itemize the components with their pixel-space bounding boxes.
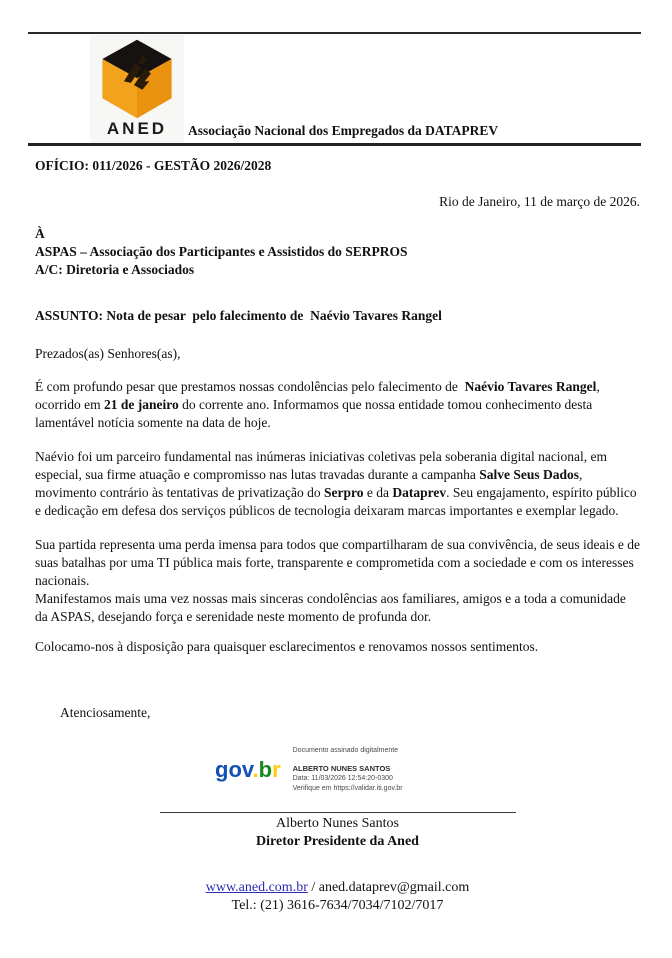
salutation: Prezados(as) Senhores(as), [35, 346, 181, 361]
digital-signature-stamp [215, 746, 640, 794]
letter-body [0, 157, 672, 915]
stamp-verify-url: Verifique em https://validar.iti.gov.br [292, 785, 403, 792]
stamp-signer-name: ALBERTO NUNES SANTOS [292, 764, 391, 773]
subject-line: ASSUNTO: Nota de pesar pelo falecimento de Naévio Tavares Rangel [35, 308, 442, 323]
paragraph-3: Sua partida representa uma perda imensa para todos que compartilharam de sua convivência, de seus ideais e de suas batalhas por uma TI pública mais forte, transparente e comprometida com a sociedade e com os interesses nacionais. [35, 537, 644, 588]
footer-phone-line: Tel.: (21) 3616-7634/7034/7102/7017 [231, 898, 444, 913]
website-link[interactable]: www.aned.com.br [205, 880, 308, 895]
paragraph-2: Naévio foi um parceiro fundamental nas inúmeras iniciativas coletivas pela soberania digital nacional, em especial, sua firme atuação e compromisso nas lutas travadas durante a campanha Salve Seus Dados, movimento contrário às tentativas de privatização do Serpro e da Dataprev. Seu engajamento, espírito público e dedicação em defesa dos serviços públicos de tecnologia deixaram marcas importantes e exemplar legado. [35, 449, 640, 518]
top-rule [28, 32, 641, 34]
closing-word: Atenciosamente, [60, 705, 151, 720]
footer-separator: / [307, 880, 319, 895]
govbr-logo: gov.br [215, 757, 281, 782]
signer-full-name: Alberto Nunes Santos [276, 816, 399, 831]
aned-logo-text: ANED [106, 119, 168, 138]
signature-rule [160, 812, 516, 813]
letter-footer [35, 879, 640, 915]
header-rule [28, 143, 641, 146]
recipient-org: ASPAS – Associação dos Participantes e Assistidos do SERPROS [35, 244, 408, 259]
signer-role: Diretor Presidente da Aned [256, 834, 419, 849]
stamp-date: Data: 11/03/2026 12:54:20-0300 [292, 775, 393, 782]
paragraph-1: É com profundo pesar que prestamos nossas condolências pelo falecimento de Naévio Tavares Rangel, ocorrido em 21 de janeiro do corrente ano. Informamos que nossa entidade tomou conhecimento desta lamentável notícia somente na data de hoje. [35, 379, 604, 430]
stamp-text-block [293, 746, 403, 794]
aned-cube-icon [98, 39, 176, 119]
aned-logo [90, 35, 184, 143]
email-text: aned.dataprev@gmail.com [318, 880, 470, 895]
stamp-header: Documento assinado digitalmente [292, 747, 399, 754]
letterhead [0, 0, 672, 146]
date-place-line: Rio de Janeiro, 11 de março de 2026. [439, 194, 640, 209]
recipient-block [35, 225, 640, 279]
recipient-to: À [35, 226, 45, 241]
footer-contacts-line [35, 879, 640, 897]
oficio-number: OFÍCIO: 011/2026 - GESTÃO 2026/2028 [35, 158, 272, 173]
paragraph-5: Colocamo-nos à disposição para quaisquer esclarecimentos e renovamos nossos sentimentos. [35, 639, 539, 654]
organization-name: Associação Nacional dos Empregados da DATAPREV [188, 123, 499, 138]
recipient-attention: A/C: Diretoria e Associados [35, 262, 195, 277]
paragraph-4: Manifestamos mais uma vez nossas mais sinceras condolências aos familiares, amigos e a toda a comunidade da ASPAS, desejando força e serenidade neste momento de profunda dor. [35, 591, 630, 624]
paragraph-3-4 [35, 536, 644, 626]
